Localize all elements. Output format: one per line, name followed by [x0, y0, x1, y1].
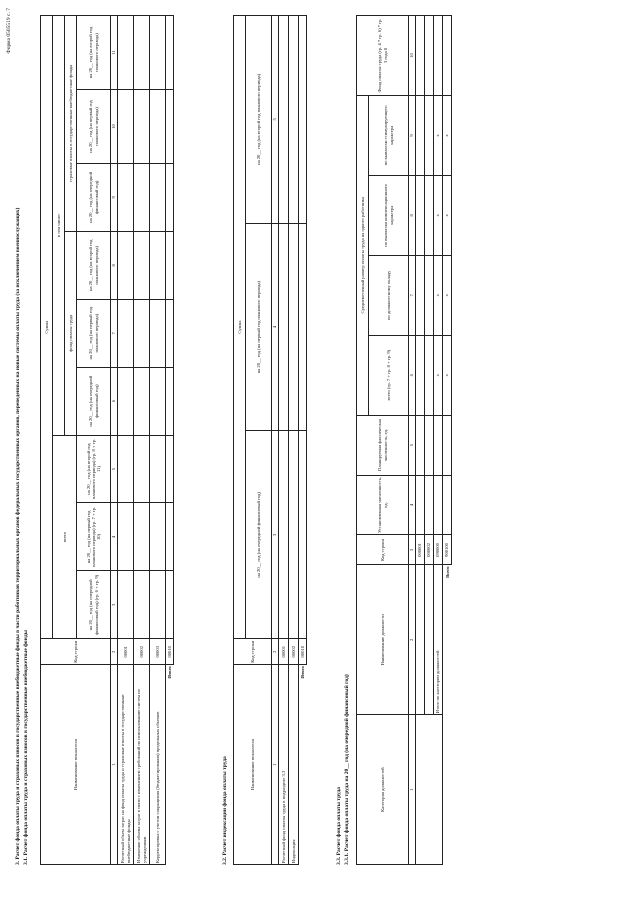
- t3-num: 10: [409, 16, 416, 96]
- cell[interactable]: [134, 16, 150, 90]
- table-row: [279, 16, 289, 865]
- table-3-3-1: [356, 15, 452, 865]
- t3-header-category: Категория должностей: [357, 715, 409, 865]
- t2-total-label: Итого: [299, 665, 307, 865]
- cell[interactable]: [416, 175, 425, 255]
- cell[interactable]: [279, 16, 289, 224]
- cell[interactable]: [134, 231, 150, 299]
- cell[interactable]: [134, 367, 150, 435]
- cell[interactable]: [289, 223, 299, 431]
- section-3-title: [14, 5, 30, 865]
- table-row: [118, 16, 134, 865]
- section-3-3-1-title: 3.3.1. Расчет фонда оплаты труда на 20__ год (на очередной финансовый год): [344, 674, 350, 865]
- table-total-row: [443, 16, 452, 865]
- t3-header-code: Код строки: [357, 535, 409, 565]
- t3-header-avg: Среднемесячный размер оплаты труда на одного работника: [357, 95, 369, 415]
- t1-header-total: всего: [53, 435, 77, 639]
- table-total-row: [299, 16, 307, 865]
- cell[interactable]: [166, 231, 174, 299]
- t3-total-label: Всего: [443, 565, 452, 865]
- cell[interactable]: [443, 16, 452, 96]
- t3-x: x: [443, 335, 452, 415]
- t1-col-7: на 20__ год (на первый год планового периода): [77, 299, 111, 367]
- cell[interactable]: [434, 475, 443, 535]
- t3-col-7: по должностному окладу: [369, 255, 409, 335]
- t1-col-6: на 20__ год (на очередной финансовый год): [77, 367, 111, 435]
- table-total-row: [166, 16, 174, 865]
- cell[interactable]: [166, 16, 174, 90]
- cell[interactable]: [289, 431, 299, 639]
- t1-col-4: на 20__ год (на первый год планового периода) (гр. 7 + гр. 10): [77, 503, 111, 571]
- cell[interactable]: [150, 90, 166, 164]
- cell[interactable]: [299, 431, 307, 639]
- t1-col-5: на 20__ год (на второй год планового периода) (гр. 8 + гр. 11): [77, 435, 111, 503]
- form-code: Форма 0505519 с. 7: [6, 8, 12, 54]
- cell[interactable]: [166, 571, 174, 639]
- cell[interactable]: [118, 367, 134, 435]
- t1-num: 2: [111, 639, 118, 665]
- t2-num: 5: [272, 16, 279, 224]
- t1-header-ins: страховые взносы в государственные внебюджетные фонды: [65, 16, 77, 232]
- cell[interactable]: [150, 163, 166, 231]
- t2-header-code: Код строки: [234, 639, 272, 665]
- cell[interactable]: [166, 163, 174, 231]
- cell[interactable]: [150, 435, 166, 503]
- t3-col-9: по выплатам стимулирующего характера: [369, 95, 409, 175]
- t1-header-sum: Сумма: [41, 16, 53, 639]
- t2-col-3: на 20__ год (на очередной финансовый год): [246, 431, 272, 639]
- cell[interactable]: [134, 435, 150, 503]
- t3-row-code: 000001: [416, 535, 425, 565]
- t3-total-code: 900100: [443, 535, 452, 565]
- cell[interactable]: [166, 503, 174, 571]
- cell[interactable]: [416, 475, 425, 535]
- cell[interactable]: [425, 415, 434, 475]
- section-3-2-title: 3.2. Расчет индексации фонда оплаты труда: [222, 756, 228, 865]
- t3-num: 5: [409, 415, 416, 475]
- t1-col-10: на 20__ год (на первый год планового периода): [77, 90, 111, 164]
- t1-row-code: 00001: [118, 639, 134, 665]
- t3-x: x: [434, 175, 443, 255]
- cell[interactable]: [434, 16, 443, 96]
- cell[interactable]: [166, 367, 174, 435]
- cell[interactable]: [279, 223, 289, 431]
- cell[interactable]: [118, 16, 134, 90]
- t1-col-8: на 20__ год (на второй год планового периода): [77, 231, 111, 299]
- t3-x: x: [443, 175, 452, 255]
- t1-total-code: 00010: [166, 639, 174, 665]
- t1-total-label: Итого: [166, 665, 174, 865]
- section-3-3-title: 3.3. Расчет фонда оплаты труда: [336, 787, 342, 865]
- t1-col-3: на 20__ год (на очередной финансовый год) (гр. 6 + гр. 9): [77, 571, 111, 639]
- cell[interactable]: [118, 435, 134, 503]
- t2-num: 2: [272, 639, 279, 665]
- t3-header-fund: Фонд оплаты труда (гр. 4 * гр. 6) * гр. 3 года 8: [357, 16, 409, 96]
- t2-num: 1: [272, 665, 279, 865]
- cell[interactable]: [416, 95, 425, 175]
- cell[interactable]: [279, 431, 289, 639]
- t2-header-name: Наименование показателя: [234, 665, 272, 865]
- cell[interactable]: [118, 163, 134, 231]
- section-3-1-title: 3.1. Расчет фонда оплаты труда и страховых взносов в государственные внебюджетные фонды: [23, 630, 29, 865]
- t1-row-name: Расчетный объем затрат на фонд оплаты труда и страховые взносы в государственные внебюджетные фонды: [118, 665, 134, 865]
- t2-col-4: на 20__ год (на первый год планового периода): [246, 223, 272, 431]
- section-3-title-text: 3. Расчет фонда оплаты труда и страховых взносов в государственные внебюджетные фонды в части работников территориальных органов федеральных государственных органов, переведенных на новые системы оплаты труда (за исключением военнослужащих): [15, 207, 21, 865]
- t3-num: 9: [409, 95, 416, 175]
- cell[interactable]: [166, 435, 174, 503]
- t1-header-code: Код строки: [41, 639, 111, 665]
- cell[interactable]: [425, 475, 434, 535]
- t1-row-name: Корректировка с учетом сокращения (бюджетирования) предельных объемов: [150, 665, 166, 865]
- cell[interactable]: [134, 571, 150, 639]
- t3-col-8: по выплатам компенсационного характера: [369, 175, 409, 255]
- cell[interactable]: [416, 16, 425, 96]
- t3-num: 7: [409, 255, 416, 335]
- cell[interactable]: [150, 503, 166, 571]
- cell[interactable]: [118, 90, 134, 164]
- table-row: [134, 16, 150, 865]
- cell[interactable]: [134, 299, 150, 367]
- cell[interactable]: [416, 415, 425, 475]
- t2-row-code: 00002: [289, 639, 299, 665]
- t2-num: 3: [272, 431, 279, 639]
- t3-position-cell[interactable]: [416, 565, 425, 715]
- t2-row-name: Расчетный фонд оплаты труда в подразделе 3.3: [279, 665, 289, 865]
- cell[interactable]: [299, 223, 307, 431]
- cell[interactable]: [118, 571, 134, 639]
- t1-num: 9: [111, 163, 118, 231]
- t2-row-code: 00001: [279, 639, 289, 665]
- cell[interactable]: [425, 255, 434, 335]
- t3-header-actual: Планируемая фактическая численность, ед.: [357, 415, 409, 475]
- t3-num: 8: [409, 175, 416, 255]
- cell[interactable]: [150, 571, 166, 639]
- t3-x: x: [443, 95, 452, 175]
- t3-col-6: всего (гр. 7 + гр. 8 + гр. 9): [369, 335, 409, 415]
- cell[interactable]: [150, 16, 166, 90]
- t1-num: 3: [111, 571, 118, 639]
- t3-num: 6: [409, 335, 416, 415]
- t1-row-name: Изменение объема затрат в связи с изменением требований по использованию систем по учреждениям: [134, 665, 150, 865]
- cell[interactable]: [134, 163, 150, 231]
- t2-num: 4: [272, 223, 279, 431]
- cell[interactable]: [150, 367, 166, 435]
- t3-num: 2: [409, 565, 416, 715]
- t3-x: x: [434, 255, 443, 335]
- cell[interactable]: [118, 299, 134, 367]
- t1-num: 11: [111, 16, 118, 90]
- t1-num: 4: [111, 503, 118, 571]
- t2-header-sum: Сумма: [234, 16, 246, 639]
- t1-row-code: 00002: [134, 639, 150, 665]
- t1-num: 8: [111, 231, 118, 299]
- t1-num: 10: [111, 90, 118, 164]
- cell[interactable]: [425, 175, 434, 255]
- cell[interactable]: [443, 475, 452, 535]
- t3-subtotal-label: Итого по категории должностей: [434, 565, 443, 715]
- t2-total-code: 00010: [299, 639, 307, 665]
- t3-header-established: Установленная численность, ед.: [357, 475, 409, 535]
- t3-category-cell[interactable]: [416, 715, 443, 865]
- table-row: [150, 16, 166, 865]
- cell[interactable]: [416, 255, 425, 335]
- cell[interactable]: [434, 415, 443, 475]
- t3-header-position: Наименование должности: [357, 565, 409, 715]
- cell[interactable]: [150, 299, 166, 367]
- cell[interactable]: [443, 415, 452, 475]
- cell[interactable]: [118, 231, 134, 299]
- cell[interactable]: [150, 231, 166, 299]
- t2-col-5: на 20__ год (на второй год планового периода): [246, 16, 272, 224]
- t3-position-cell[interactable]: [425, 565, 434, 715]
- t1-num: 7: [111, 299, 118, 367]
- cell[interactable]: [425, 335, 434, 415]
- t1-num: 5: [111, 435, 118, 503]
- t1-num: 1: [111, 665, 118, 865]
- table-row: [416, 16, 425, 865]
- table-row: [289, 16, 299, 865]
- table-3-1: [40, 15, 174, 865]
- cell[interactable]: [425, 95, 434, 175]
- t3-num: 1: [409, 715, 416, 865]
- t1-header-fot: фонд оплаты труда: [65, 231, 77, 435]
- t1-col-9: на 20__ год (на очередной финансовый год): [77, 163, 111, 231]
- cell[interactable]: [118, 503, 134, 571]
- t3-x: x: [434, 95, 443, 175]
- cell[interactable]: [166, 90, 174, 164]
- table-3-2: [233, 15, 307, 865]
- t3-num: 3: [409, 535, 416, 565]
- t1-col-11: на 20__ год (на второй год планового периода): [77, 16, 111, 90]
- t2-row-name: Индексация: [289, 665, 299, 865]
- t3-num: 4: [409, 475, 416, 535]
- cell[interactable]: [425, 16, 434, 96]
- t1-row-code: 00003: [150, 639, 166, 665]
- cell[interactable]: [289, 16, 299, 224]
- cell[interactable]: [416, 335, 425, 415]
- t3-x: x: [443, 255, 452, 335]
- t1-header-name: Наименование показателя: [41, 665, 111, 865]
- t3-row-code: 000002: [425, 535, 434, 565]
- t1-num: 6: [111, 367, 118, 435]
- cell[interactable]: [134, 503, 150, 571]
- t3-subtotal-code: 090000: [434, 535, 443, 565]
- cell[interactable]: [134, 90, 150, 164]
- cell[interactable]: [299, 16, 307, 224]
- t1-header-incl: в том числе:: [53, 16, 65, 436]
- t3-x: x: [434, 335, 443, 415]
- cell[interactable]: [166, 299, 174, 367]
